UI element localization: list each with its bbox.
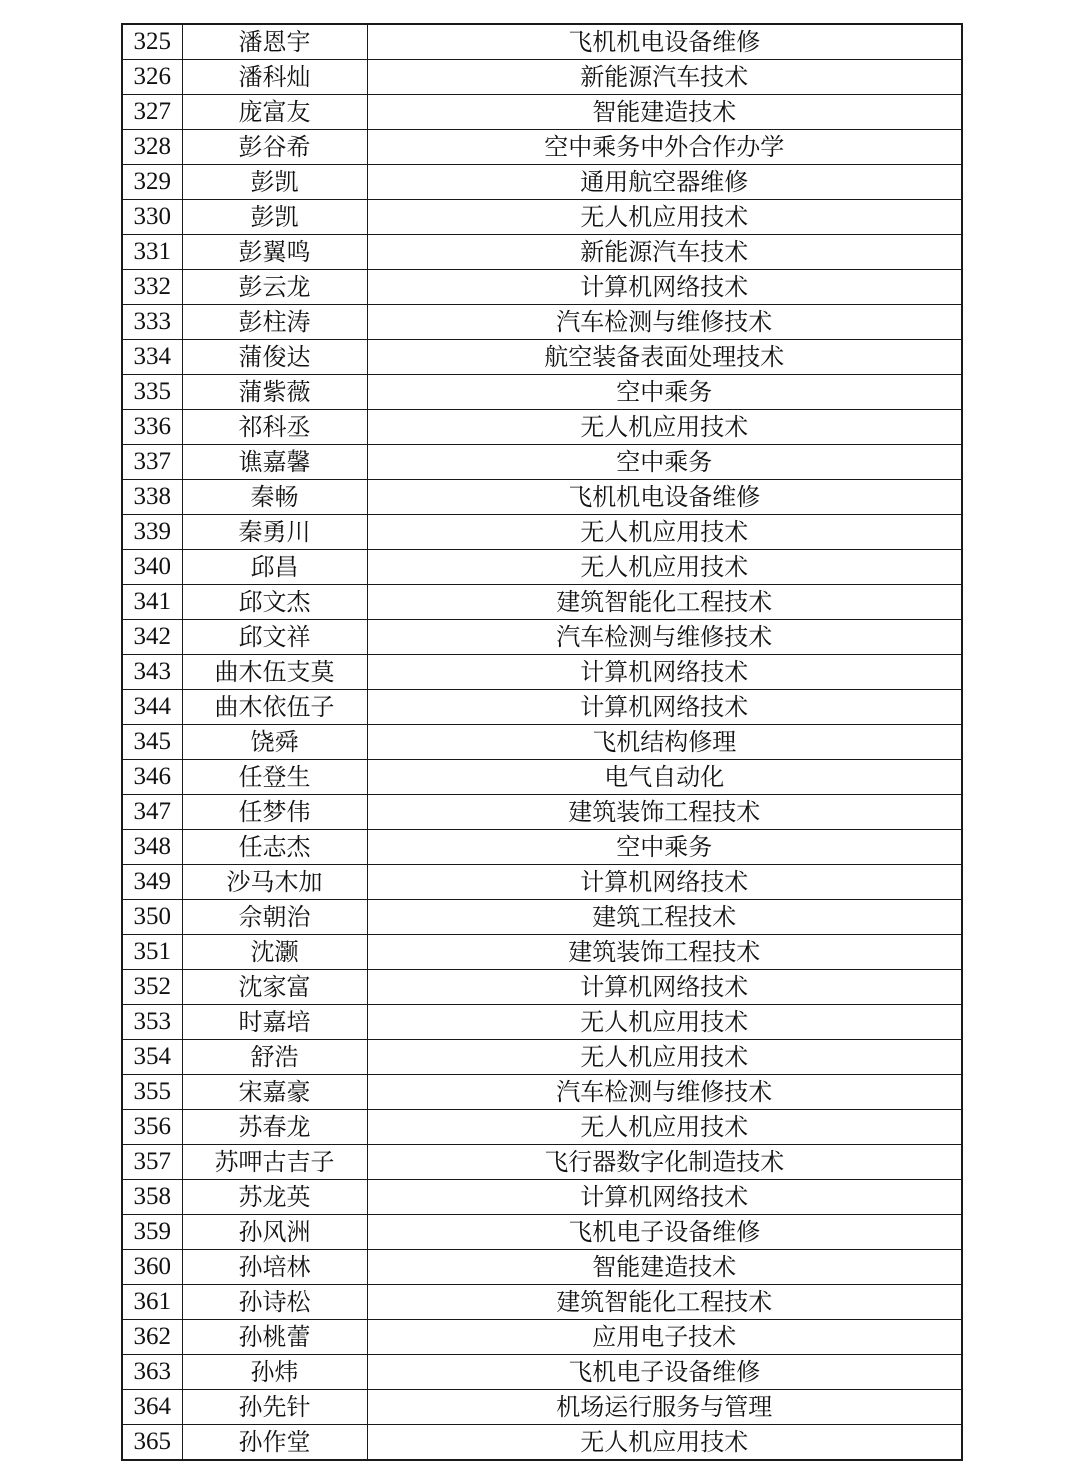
row-number-cell: 340 [122, 550, 182, 585]
row-number-cell: 361 [122, 1285, 182, 1320]
student-name-cell: 邱文祥 [182, 620, 367, 655]
major-cell: 计算机网络技术 [367, 1180, 962, 1215]
student-name-cell: 谯嘉馨 [182, 445, 367, 480]
student-name-cell: 祁科丞 [182, 410, 367, 445]
row-number-cell: 326 [122, 60, 182, 95]
row-number-cell: 349 [122, 865, 182, 900]
major-cell: 空中乘务中外合作办学 [367, 130, 962, 165]
row-number-cell: 348 [122, 830, 182, 865]
major-cell: 飞机机电设备维修 [367, 480, 962, 515]
row-number-cell: 364 [122, 1390, 182, 1425]
student-name-cell: 孙风洲 [182, 1215, 367, 1250]
row-number-cell: 339 [122, 515, 182, 550]
student-name-cell: 孙先针 [182, 1390, 367, 1425]
table-row [122, 60, 962, 95]
table-row [122, 1110, 962, 1145]
row-number-cell: 353 [122, 1005, 182, 1040]
row-number-cell: 325 [122, 24, 182, 60]
row-number-cell: 337 [122, 445, 182, 480]
roster-body [122, 24, 962, 1460]
student-name-cell: 孙培林 [182, 1250, 367, 1285]
student-name-cell: 彭凯 [182, 200, 367, 235]
table-row [122, 830, 962, 865]
student-name-cell: 彭翼鸣 [182, 235, 367, 270]
student-name-cell: 苏春龙 [182, 1110, 367, 1145]
table-row [122, 24, 962, 60]
table-row [122, 1425, 962, 1461]
student-name-cell: 沈家富 [182, 970, 367, 1005]
table-row [122, 1075, 962, 1110]
table-row [122, 410, 962, 445]
table-row [122, 165, 962, 200]
student-name-cell: 曲木依伍子 [182, 690, 367, 725]
row-number-cell: 355 [122, 1075, 182, 1110]
table-row [122, 375, 962, 410]
table-row [122, 760, 962, 795]
table-row [122, 655, 962, 690]
student-name-cell: 秦畅 [182, 480, 367, 515]
table-row [122, 1355, 962, 1390]
row-number-cell: 363 [122, 1355, 182, 1390]
row-number-cell: 330 [122, 200, 182, 235]
table-row [122, 935, 962, 970]
table-row [122, 340, 962, 375]
student-name-cell: 孙诗松 [182, 1285, 367, 1320]
table-row [122, 725, 962, 760]
student-name-cell: 沈灏 [182, 935, 367, 970]
major-cell: 计算机网络技术 [367, 690, 962, 725]
table-row [122, 445, 962, 480]
table-row [122, 95, 962, 130]
row-number-cell: 331 [122, 235, 182, 270]
table-row [122, 200, 962, 235]
student-name-cell: 潘科灿 [182, 60, 367, 95]
student-name-cell: 苏龙英 [182, 1180, 367, 1215]
row-number-cell: 357 [122, 1145, 182, 1180]
student-name-cell: 苏呷古吉子 [182, 1145, 367, 1180]
student-name-cell: 孙桃蕾 [182, 1320, 367, 1355]
student-name-cell: 饶舜 [182, 725, 367, 760]
major-cell: 无人机应用技术 [367, 1040, 962, 1075]
major-cell: 新能源汽车技术 [367, 235, 962, 270]
major-cell: 无人机应用技术 [367, 1005, 962, 1040]
student-name-cell: 庞富友 [182, 95, 367, 130]
table-row [122, 1390, 962, 1425]
row-number-cell: 329 [122, 165, 182, 200]
table-row [122, 1215, 962, 1250]
major-cell: 飞行器数字化制造技术 [367, 1145, 962, 1180]
student-name-cell: 蒲俊达 [182, 340, 367, 375]
row-number-cell: 336 [122, 410, 182, 445]
student-name-cell: 沙马木加 [182, 865, 367, 900]
major-cell: 电气自动化 [367, 760, 962, 795]
table-row [122, 1320, 962, 1355]
major-cell: 计算机网络技术 [367, 655, 962, 690]
row-number-cell: 344 [122, 690, 182, 725]
row-number-cell: 359 [122, 1215, 182, 1250]
major-cell: 汽车检测与维修技术 [367, 305, 962, 340]
table-row [122, 550, 962, 585]
major-cell: 无人机应用技术 [367, 1110, 962, 1145]
row-number-cell: 358 [122, 1180, 182, 1215]
row-number-cell: 334 [122, 340, 182, 375]
student-name-cell: 任登生 [182, 760, 367, 795]
major-cell: 无人机应用技术 [367, 515, 962, 550]
major-cell: 建筑装饰工程技术 [367, 795, 962, 830]
student-name-cell: 舒浩 [182, 1040, 367, 1075]
table-row [122, 1040, 962, 1075]
major-cell: 飞机电子设备维修 [367, 1355, 962, 1390]
row-number-cell: 342 [122, 620, 182, 655]
row-number-cell: 352 [122, 970, 182, 1005]
table-row [122, 1180, 962, 1215]
student-name-cell: 蒲紫薇 [182, 375, 367, 410]
student-name-cell: 彭柱涛 [182, 305, 367, 340]
table-row [122, 235, 962, 270]
major-cell: 计算机网络技术 [367, 865, 962, 900]
row-number-cell: 365 [122, 1425, 182, 1461]
major-cell: 无人机应用技术 [367, 550, 962, 585]
table-row [122, 620, 962, 655]
row-number-cell: 362 [122, 1320, 182, 1355]
row-number-cell: 356 [122, 1110, 182, 1145]
table-row [122, 270, 962, 305]
table-row [122, 1285, 962, 1320]
table-row [122, 1250, 962, 1285]
student-name-cell: 孙作堂 [182, 1425, 367, 1461]
major-cell: 无人机应用技术 [367, 410, 962, 445]
table-row [122, 690, 962, 725]
table-row [122, 865, 962, 900]
table-row [122, 795, 962, 830]
row-number-cell: 328 [122, 130, 182, 165]
row-number-cell: 333 [122, 305, 182, 340]
major-cell: 汽车检测与维修技术 [367, 1075, 962, 1110]
row-number-cell: 341 [122, 585, 182, 620]
roster-table [121, 23, 963, 1461]
major-cell: 汽车检测与维修技术 [367, 620, 962, 655]
table-row [122, 585, 962, 620]
table-row [122, 515, 962, 550]
student-name-cell: 曲木伍支莫 [182, 655, 367, 690]
major-cell: 建筑智能化工程技术 [367, 1285, 962, 1320]
row-number-cell: 360 [122, 1250, 182, 1285]
row-number-cell: 351 [122, 935, 182, 970]
row-number-cell: 346 [122, 760, 182, 795]
major-cell: 空中乘务 [367, 375, 962, 410]
major-cell: 飞机机电设备维修 [367, 24, 962, 60]
row-number-cell: 332 [122, 270, 182, 305]
table-row [122, 305, 962, 340]
student-name-cell: 彭谷希 [182, 130, 367, 165]
row-number-cell: 343 [122, 655, 182, 690]
major-cell: 应用电子技术 [367, 1320, 962, 1355]
row-number-cell: 345 [122, 725, 182, 760]
major-cell: 计算机网络技术 [367, 970, 962, 1005]
student-name-cell: 潘恩宇 [182, 24, 367, 60]
major-cell: 建筑工程技术 [367, 900, 962, 935]
table-row [122, 480, 962, 515]
major-cell: 无人机应用技术 [367, 200, 962, 235]
student-name-cell: 任梦伟 [182, 795, 367, 830]
row-number-cell: 338 [122, 480, 182, 515]
major-cell: 建筑装饰工程技术 [367, 935, 962, 970]
row-number-cell: 327 [122, 95, 182, 130]
table-row [122, 130, 962, 165]
student-name-cell: 秦勇川 [182, 515, 367, 550]
major-cell: 智能建造技术 [367, 95, 962, 130]
major-cell: 飞机电子设备维修 [367, 1215, 962, 1250]
row-number-cell: 347 [122, 795, 182, 830]
student-name-cell: 彭云龙 [182, 270, 367, 305]
major-cell: 机场运行服务与管理 [367, 1390, 962, 1425]
major-cell: 航空装备表面处理技术 [367, 340, 962, 375]
student-name-cell: 时嘉培 [182, 1005, 367, 1040]
student-name-cell: 孙炜 [182, 1355, 367, 1390]
major-cell: 空中乘务 [367, 830, 962, 865]
major-cell: 飞机结构修理 [367, 725, 962, 760]
student-name-cell: 邱文杰 [182, 585, 367, 620]
table-row [122, 970, 962, 1005]
student-name-cell: 彭凯 [182, 165, 367, 200]
major-cell: 新能源汽车技术 [367, 60, 962, 95]
student-name-cell: 邱昌 [182, 550, 367, 585]
major-cell: 通用航空器维修 [367, 165, 962, 200]
table-row [122, 1145, 962, 1180]
row-number-cell: 354 [122, 1040, 182, 1075]
row-number-cell: 335 [122, 375, 182, 410]
major-cell: 空中乘务 [367, 445, 962, 480]
table-row [122, 900, 962, 935]
student-name-cell: 任志杰 [182, 830, 367, 865]
student-name-cell: 宋嘉豪 [182, 1075, 367, 1110]
major-cell: 智能建造技术 [367, 1250, 962, 1285]
row-number-cell: 350 [122, 900, 182, 935]
major-cell: 无人机应用技术 [367, 1425, 962, 1461]
major-cell: 建筑智能化工程技术 [367, 585, 962, 620]
table-row [122, 1005, 962, 1040]
major-cell: 计算机网络技术 [367, 270, 962, 305]
student-name-cell: 佘朝治 [182, 900, 367, 935]
